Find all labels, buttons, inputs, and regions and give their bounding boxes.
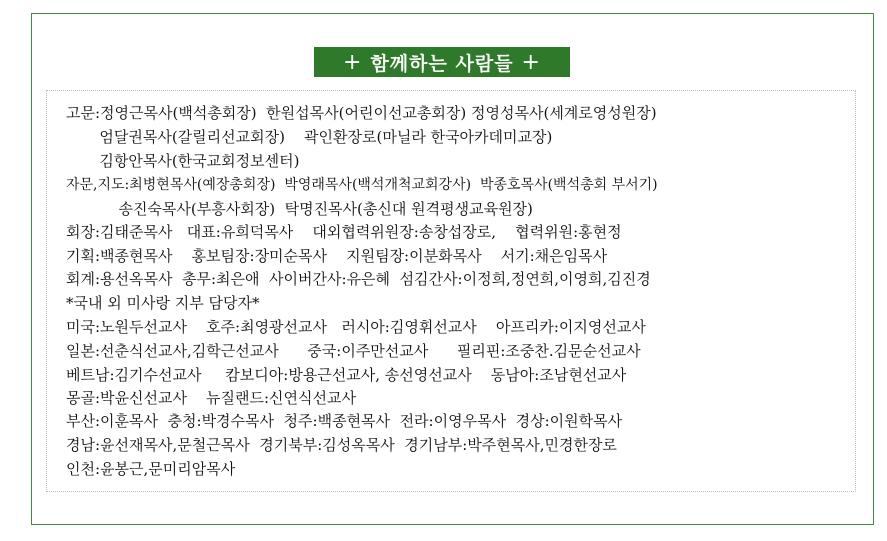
banner-title: 함께하는 사람들 xyxy=(370,52,514,75)
region-line-1: 부산:이훈목사 충청:박경수목사 청주:백종현목사 전라:이영우목사 경상:이원학목사 xyxy=(66,412,623,430)
region-line-2: 경남:윤선재목사,문철근목사 경기북부:김성옥목사 경기남부:박주현목사,민경한장로 xyxy=(66,436,617,454)
branch-heading: *국내 외 미사랑 지부 담당자* xyxy=(66,294,260,312)
branch-line-1: 미국:노원두선교사 호주:최영광선교사 러시아:김영휘선교사 아프리카:이지영선교사 xyxy=(66,318,646,336)
officers-line-3: 회계:용선옥목사 총무:최은애 사이버간사:유은혜 섬김간사:이정희,정연희,이영희,김진경 xyxy=(66,270,651,288)
plus-icon-right: + xyxy=(521,49,541,75)
branch-line-3: 베트남:김기수선교사 캄보디아:방용근선교사, 송선영선교사 동남아:조남현선교사 xyxy=(66,366,627,384)
plus-icon-left: + xyxy=(343,49,363,75)
branch-line-2: 일본:선춘식선교사,김학근선교사 중국:이주만선교사 필리핀:조중찬.김문순선교사 xyxy=(66,342,641,360)
region-line-3: 인천:윤봉근,문미리암목사 xyxy=(66,460,236,478)
branch-line-4: 몽골:박윤신선교사 뉴질랜드:신연식선교사 xyxy=(66,389,357,407)
officers-line-1: 회장:김태준목사 대표:유희덕목사 대외협력위원장:송창섭장로, 협력위원:홍현정 xyxy=(66,223,622,241)
consultant-line-2: 송진숙목사(부흥사회장) 탁명진목사(총신대 원격평생교육원장) xyxy=(66,200,533,218)
advisor-line-3: 김항안목사(한국교회정보센터) xyxy=(66,152,300,170)
advisor-line-2: 엄달권목사(갈릴리선교회장) 곽인환장로(마닐라 한국아카데미교장) xyxy=(66,128,553,146)
consultant-line-1: 자문,지도:최병현목사(예장총회장) 박영래목사(백석개척교회강사) 박종호목사(백석총회 부서기) xyxy=(66,177,658,193)
section-banner xyxy=(314,47,570,77)
officers-line-2: 기획:백종현목사 홍보팀장:장미순목사 지원팀장:이분화목사 서기:채은임목사 xyxy=(66,247,608,265)
advisor-line-1: 고문:정영근목사(백석총회장) 한원섭목사(어린이선교총회장) 정영성목사(세계로영성원장) xyxy=(66,104,657,122)
